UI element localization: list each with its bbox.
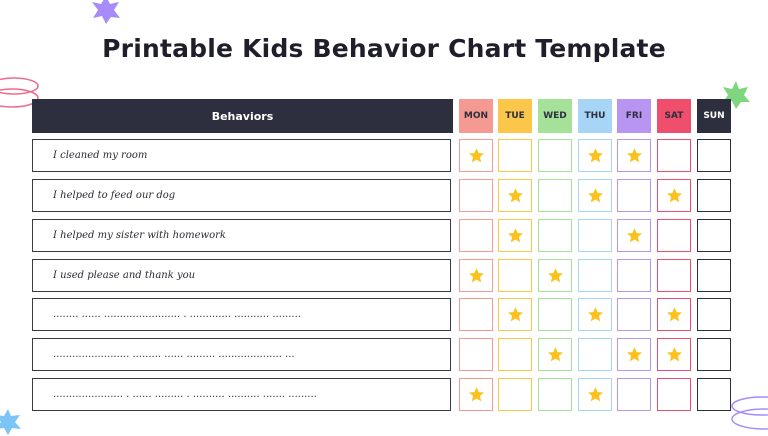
cell-sat[interactable]	[657, 219, 691, 252]
cell-tue[interactable]	[498, 378, 532, 411]
cell-sat[interactable]	[657, 259, 691, 292]
cell-fri[interactable]	[617, 179, 651, 212]
star-icon	[468, 147, 485, 164]
star-icon	[666, 346, 683, 363]
cell-wed[interactable]	[538, 378, 572, 411]
star-icon	[507, 187, 524, 204]
purple-star-decoration	[88, 0, 124, 24]
cell-fri[interactable]	[617, 219, 651, 252]
cell-mon[interactable]	[459, 338, 493, 371]
star-icon	[587, 147, 604, 164]
cell-fri[interactable]	[617, 298, 651, 331]
day-header-sat: SAT	[657, 99, 691, 133]
day-header-sun: SUN	[697, 99, 731, 133]
cell-mon[interactable]	[459, 219, 493, 252]
cell-mon[interactable]	[459, 179, 493, 212]
day-header-tue: TUE	[498, 99, 532, 133]
cell-sat[interactable]	[657, 139, 691, 172]
cell-sat[interactable]	[657, 378, 691, 411]
day-header-wed: WED	[538, 99, 572, 133]
cell-thu[interactable]	[578, 378, 612, 411]
star-icon	[626, 227, 643, 244]
behavior-row-label[interactable]: ........ ...... ........................ . ............. ........... .........	[32, 298, 451, 331]
cell-tue[interactable]	[498, 139, 532, 172]
cell-wed[interactable]	[538, 219, 572, 252]
star-icon	[547, 267, 564, 284]
cell-thu[interactable]	[578, 139, 612, 172]
cell-sat[interactable]	[657, 298, 691, 331]
behavior-row-label[interactable]: I helped to feed our dog	[32, 179, 451, 212]
cell-thu[interactable]	[578, 219, 612, 252]
cell-sun[interactable]	[697, 219, 731, 252]
cell-sun[interactable]	[697, 378, 731, 411]
behavior-row-label[interactable]: ...................... . ...... ......... . .......... .......... ....... .........	[32, 378, 451, 411]
cell-thu[interactable]	[578, 259, 612, 292]
cell-fri[interactable]	[617, 259, 651, 292]
cell-fri[interactable]	[617, 338, 651, 371]
cell-tue[interactable]	[498, 179, 532, 212]
day-header-thu: THU	[578, 99, 612, 133]
behavior-row-label[interactable]: I cleaned my room	[32, 139, 451, 172]
behavior-row-label[interactable]: I used please and thank you	[32, 259, 451, 292]
star-icon	[626, 147, 643, 164]
cell-mon[interactable]	[459, 139, 493, 172]
cell-wed[interactable]	[538, 298, 572, 331]
cell-sun[interactable]	[697, 259, 731, 292]
star-icon	[468, 267, 485, 284]
star-icon	[626, 346, 643, 363]
star-icon	[507, 306, 524, 323]
cell-wed[interactable]	[538, 259, 572, 292]
behavior-row-label[interactable]: I helped my sister with homework	[32, 219, 451, 252]
cell-wed[interactable]	[538, 338, 572, 371]
star-icon	[666, 306, 683, 323]
cell-sun[interactable]	[697, 179, 731, 212]
cell-thu[interactable]	[578, 179, 612, 212]
star-icon	[587, 187, 604, 204]
cell-sat[interactable]	[657, 338, 691, 371]
page-title: Printable Kids Behavior Chart Template	[102, 34, 666, 63]
cell-wed[interactable]	[538, 139, 572, 172]
cell-thu[interactable]	[578, 338, 612, 371]
star-icon	[547, 346, 564, 363]
cell-tue[interactable]	[498, 219, 532, 252]
cell-tue[interactable]	[498, 338, 532, 371]
cell-wed[interactable]	[538, 179, 572, 212]
behavior-row-label[interactable]: ........................ ......... ...... ......... .................... ...	[32, 338, 451, 371]
star-icon	[468, 386, 485, 403]
star-icon	[587, 386, 604, 403]
behaviors-header: Behaviors	[32, 99, 453, 133]
cell-mon[interactable]	[459, 298, 493, 331]
day-header-mon: MON	[459, 99, 493, 133]
cell-thu[interactable]	[578, 298, 612, 331]
day-header-fri: FRI	[617, 99, 651, 133]
cell-fri[interactable]	[617, 378, 651, 411]
cell-tue[interactable]	[498, 259, 532, 292]
star-icon	[666, 187, 683, 204]
star-icon	[507, 227, 524, 244]
cell-mon[interactable]	[459, 378, 493, 411]
cell-sat[interactable]	[657, 179, 691, 212]
cell-tue[interactable]	[498, 298, 532, 331]
cell-sun[interactable]	[697, 298, 731, 331]
cell-fri[interactable]	[617, 139, 651, 172]
cell-mon[interactable]	[459, 259, 493, 292]
cell-sun[interactable]	[697, 338, 731, 371]
star-icon	[587, 306, 604, 323]
cell-sun[interactable]	[697, 139, 731, 172]
